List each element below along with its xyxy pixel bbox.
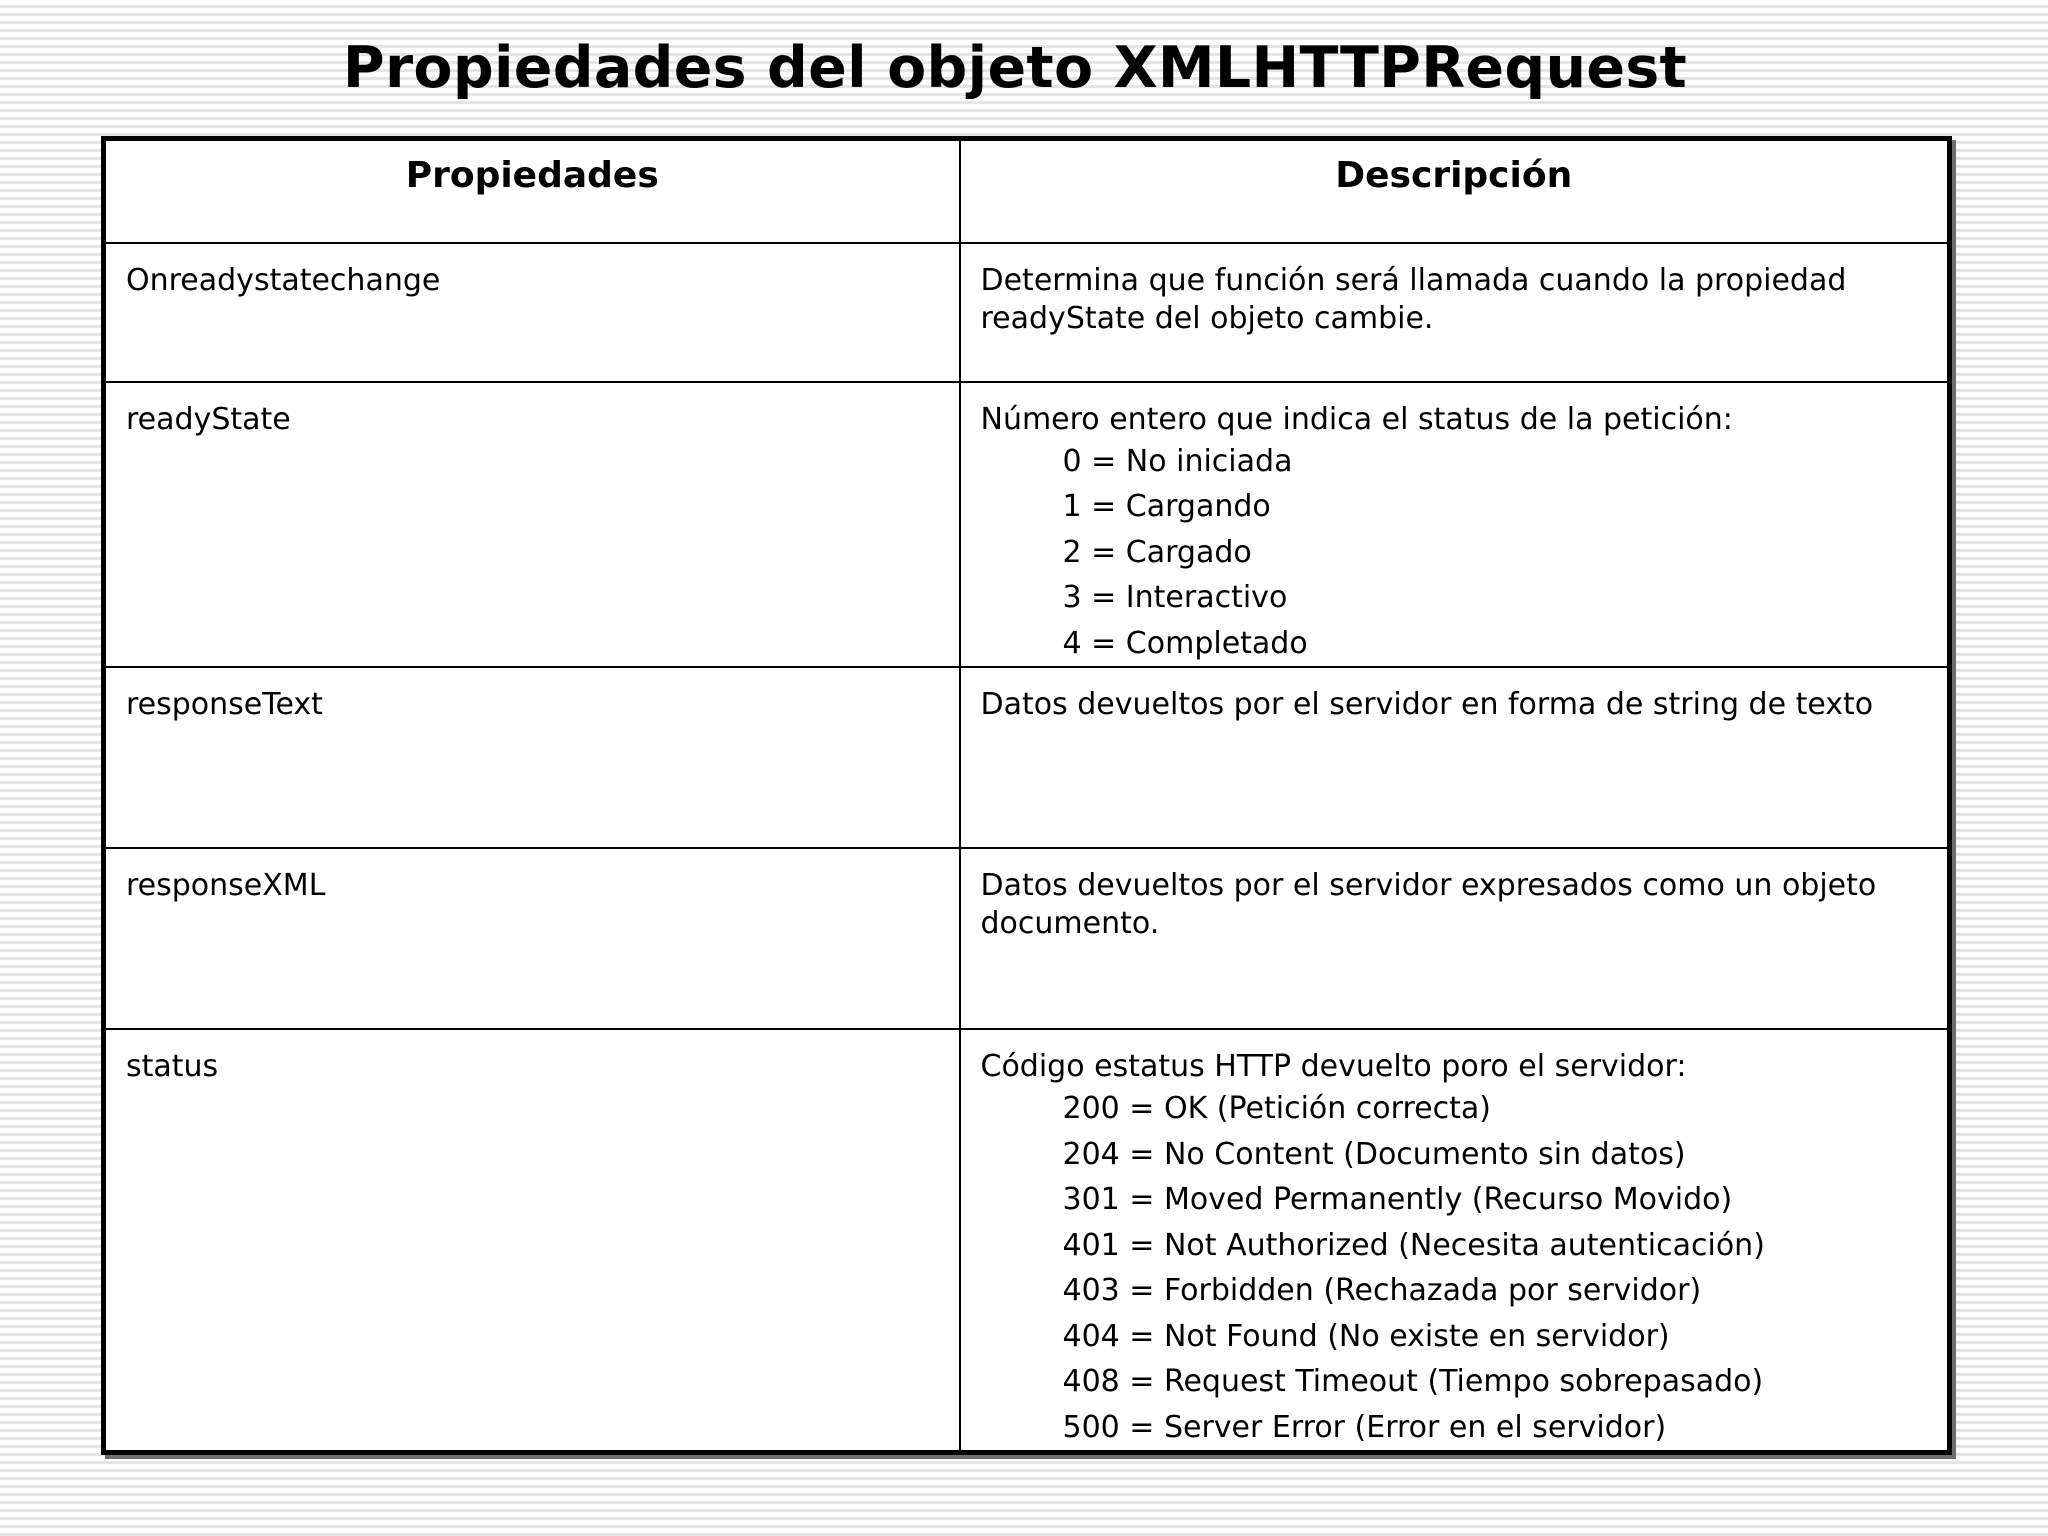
- list-item: 500 = Server Error (Error en el servidor): [1062, 1409, 1667, 1445]
- property-description: [960, 243, 1950, 382]
- list-item: 0 = No iniciada: [1062, 443, 1293, 479]
- list-item: 301 = Moved Permanently (Recurso Movido): [1062, 1182, 1733, 1217]
- status-codes-list: [981, 1086, 1928, 1450]
- list-item: 408 = Request Timeout (Tiempo sobrepasado): [1062, 1364, 1764, 1399]
- description-text: Datos devueltos por el servidor expresados como un objeto documento.: [980, 868, 1877, 941]
- list-item: 4 = Completado: [1062, 625, 1308, 661]
- property-name: readyState: [104, 382, 960, 668]
- property-name: status: [104, 1029, 960, 1453]
- property-name: responseText: [104, 667, 960, 848]
- table-row: [104, 382, 1950, 668]
- list-item: 403 = Forbidden (Rechazada por servidor): [1062, 1273, 1702, 1308]
- property-description: [960, 382, 1950, 668]
- properties-table: [101, 136, 1952, 1455]
- description-text: Datos devueltos por el servidor en forma de string de texto: [980, 687, 1874, 722]
- table-row: [104, 1029, 1950, 1453]
- list-item: 401 = Not Authorized (Necesita autenticación): [1062, 1227, 1765, 1263]
- table-row: [104, 667, 1950, 848]
- table-row: [104, 243, 1950, 382]
- header-properties: Propiedades: [104, 139, 960, 243]
- list-item: 200 = OK (Petición correcta): [1062, 1091, 1491, 1126]
- list-item: 404 = Not Found (No existe en servidor): [1062, 1318, 1670, 1354]
- table-header-row: [104, 139, 1950, 243]
- list-item: 3 = Interactivo: [1062, 580, 1288, 615]
- property-description: [960, 1029, 1950, 1453]
- description-text: Número entero que indica el status de la petición:: [980, 401, 1733, 437]
- table-row: [104, 848, 1950, 1029]
- ready-state-values-list: [981, 439, 1928, 667]
- list-item: 2 = Cargado: [1062, 534, 1252, 570]
- list-item: 1 = Cargando: [1062, 489, 1271, 524]
- property-description: [960, 667, 1950, 848]
- description-text: Código estatus HTTP devuelto poro el servidor:: [980, 1049, 1687, 1084]
- list-item: 204 = No Content (Documento sin datos): [1062, 1136, 1686, 1172]
- header-description: Descripción: [960, 139, 1950, 243]
- property-description: [960, 848, 1950, 1029]
- property-name: responseXML: [104, 848, 960, 1029]
- property-name: Onreadystatechange: [104, 243, 960, 382]
- description-text: Determina que función será llamada cuando la propiedad readyState del objeto cambie.: [980, 262, 1847, 336]
- page-title: Propiedades del objeto XMLHTTPRequest: [342, 35, 1688, 101]
